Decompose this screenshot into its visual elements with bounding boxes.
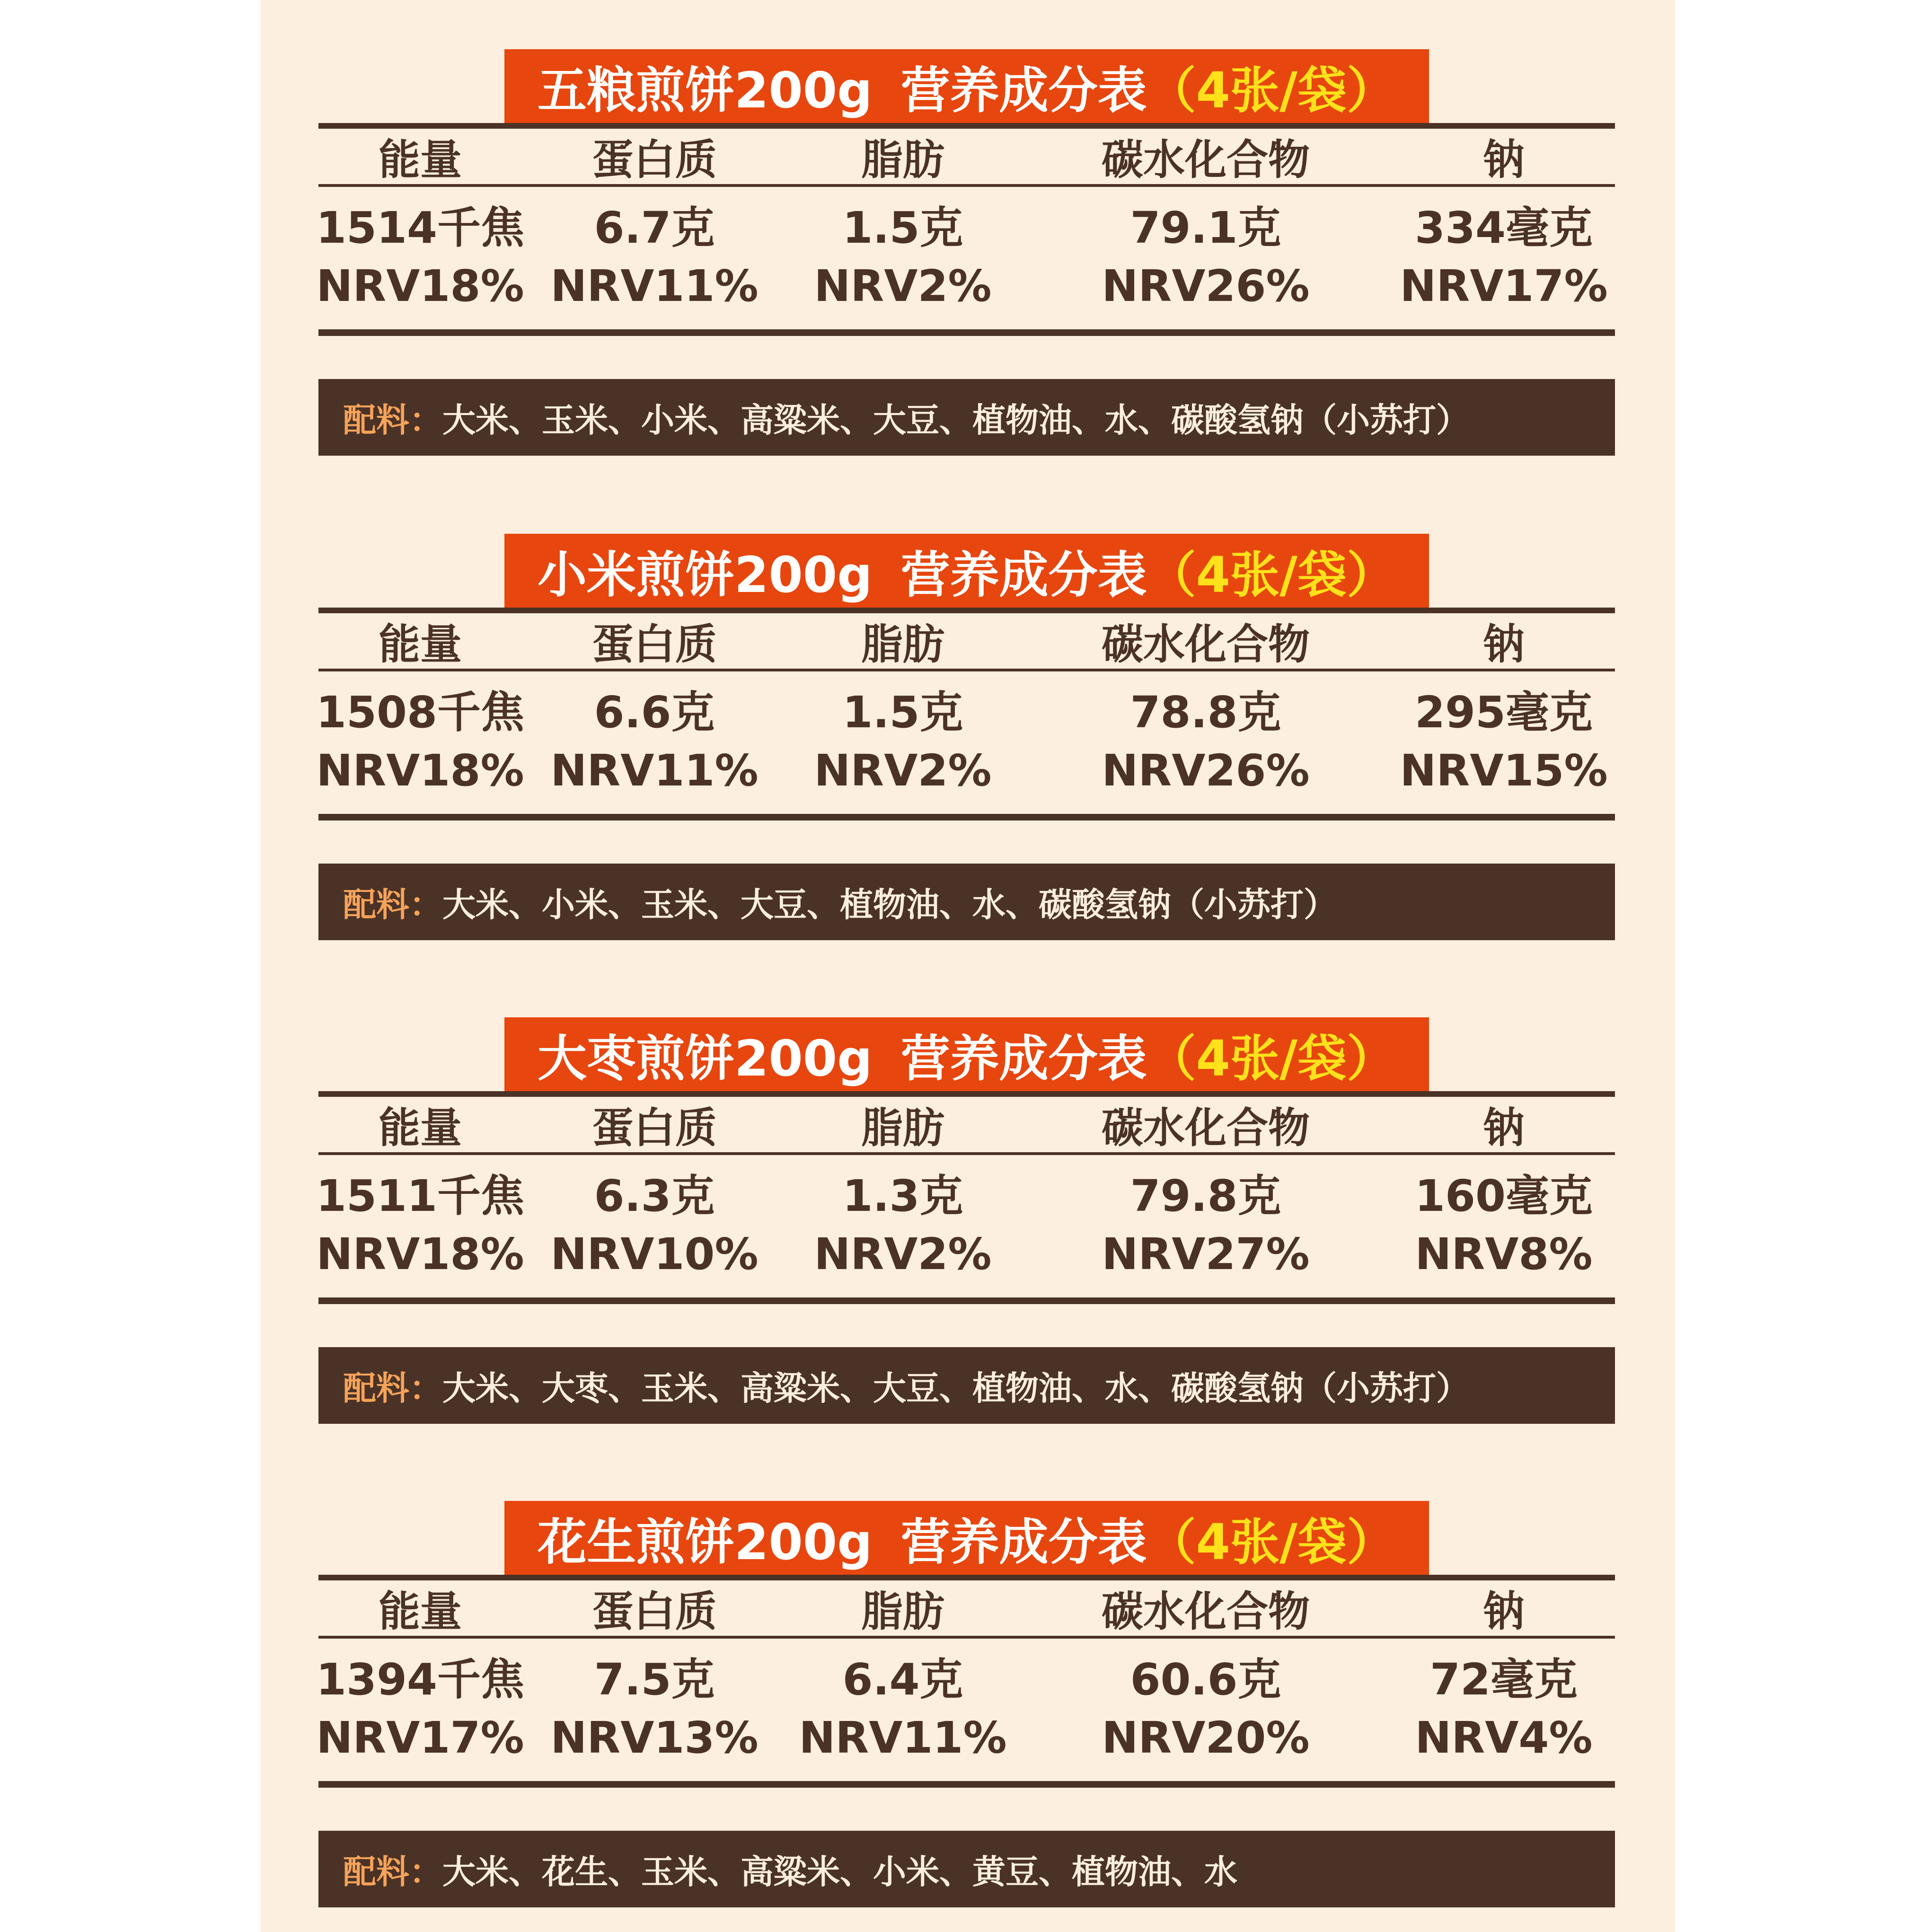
value-energy: 1511千焦 (316, 1171, 525, 1221)
header-carbohydrate: 碳水化合物 (1101, 1103, 1310, 1152)
value-carbohydrate: 79.8克 (1130, 1171, 1281, 1221)
header-protein: 蛋白质 (591, 1103, 717, 1152)
header-energy: 能量 (378, 619, 462, 669)
divider-mid (318, 669, 1615, 671)
value-carbohydrate: 79.1克 (1130, 203, 1281, 253)
table-subtitle: 营养成分表 (900, 62, 1147, 119)
product-title: 小米煎饼200g (538, 546, 873, 604)
value-protein: 6.6克 (594, 687, 715, 738)
value-row (318, 1645, 1615, 1707)
value-sodium: 295毫克 (1414, 687, 1593, 738)
nrv-energy: NRV18% (316, 1228, 524, 1279)
value-protein: 6.7克 (594, 203, 715, 253)
divider-top (318, 123, 1615, 129)
nutrition-section-xiaomi (318, 534, 1615, 936)
header-protein: 蛋白质 (591, 135, 717, 184)
header-energy: 能量 (378, 1587, 462, 1636)
header-fat: 脂肪 (861, 1587, 944, 1636)
nrv-energy: NRV17% (316, 1712, 524, 1763)
nrv-sodium: NRV17% (1400, 260, 1608, 311)
ingredients-text: 大米、花生、玉米、高粱米、小米、黄豆、植物油、水 (442, 1852, 1237, 1891)
section-title-bar (504, 49, 1429, 123)
header-protein: 蛋白质 (591, 619, 717, 669)
nrv-energy: NRV18% (316, 260, 524, 311)
header-energy: 能量 (378, 135, 462, 184)
header-energy: 能量 (378, 1103, 462, 1152)
divider-mid (318, 1636, 1615, 1639)
nrv-sodium: NRV4% (1415, 1712, 1593, 1763)
ingredients-text: 大米、玉米、小米、高粱米、大豆、植物油、水、碳酸氢钠（小苏打） (442, 400, 1469, 440)
divider-top (318, 1091, 1615, 1097)
pack-info: （4张/袋） (1147, 62, 1396, 119)
header-sodium: 钠 (1482, 619, 1525, 669)
section-title-bar (504, 1017, 1429, 1091)
nrv-carbohydrate: NRV26% (1102, 745, 1310, 796)
nrv-protein: NRV13% (550, 1712, 759, 1763)
value-sodium: 72毫克 (1429, 1654, 1578, 1705)
nrv-row (318, 740, 1615, 801)
section-title-bar (504, 534, 1429, 608)
divider-top (318, 1575, 1615, 1580)
value-sodium: 160毫克 (1414, 1171, 1593, 1221)
table-subtitle: 营养成分表 (900, 1030, 1147, 1087)
value-row (318, 194, 1615, 255)
value-fat: 1.5克 (842, 687, 963, 738)
pack-info: （4张/袋） (1147, 546, 1396, 604)
value-protein: 7.5克 (594, 1654, 715, 1705)
value-energy: 1514千焦 (316, 203, 525, 253)
nrv-row (318, 1707, 1615, 1768)
value-fat: 6.4克 (842, 1654, 963, 1705)
header-row (318, 1580, 1615, 1636)
value-energy: 1508千焦 (316, 687, 525, 738)
ingredients-text: 大米、大枣、玉米、高粱米、大豆、植物油、水、碳酸氢钠（小苏打） (442, 1368, 1469, 1408)
value-fat: 1.3克 (842, 1171, 963, 1221)
divider-mid (318, 184, 1615, 187)
nrv-protein: NRV11% (550, 260, 759, 311)
product-title: 五粮煎饼200g (538, 62, 873, 119)
header-sodium: 钠 (1482, 1103, 1525, 1152)
nutrition-section-huasheng (318, 1501, 1615, 1903)
product-title: 花生煎饼200g (538, 1513, 873, 1571)
value-fat: 1.5克 (842, 203, 963, 253)
divider-top (318, 608, 1615, 613)
section-title-bar (504, 1501, 1429, 1575)
ingredients-bar (318, 864, 1615, 940)
divider-bottom (318, 1781, 1615, 1788)
nutrition-section-dazao (318, 1017, 1615, 1420)
header-carbohydrate: 碳水化合物 (1101, 1587, 1310, 1636)
divider-bottom (318, 329, 1615, 336)
value-energy: 1394千焦 (316, 1654, 525, 1705)
ingredients-text: 大米、小米、玉米、大豆、植物油、水、碳酸氢钠（小苏打） (442, 885, 1337, 924)
nrv-fat: NRV2% (814, 745, 992, 796)
value-protein: 6.3克 (594, 1171, 715, 1221)
header-row (318, 1097, 1615, 1152)
header-carbohydrate: 碳水化合物 (1101, 619, 1310, 669)
nrv-protein: NRV11% (550, 745, 759, 796)
header-sodium: 钠 (1482, 1587, 1525, 1636)
ingredients-label: 配料： (343, 885, 442, 924)
product-title: 大枣煎饼200g (538, 1030, 873, 1087)
header-row (318, 129, 1615, 184)
header-carbohydrate: 碳水化合物 (1101, 135, 1310, 184)
nrv-carbohydrate: NRV27% (1102, 1228, 1310, 1279)
header-fat: 脂肪 (861, 619, 944, 669)
nrv-fat: NRV2% (814, 260, 992, 311)
nrv-row (318, 255, 1615, 317)
ingredients-bar (318, 1831, 1615, 1907)
nrv-carbohydrate: NRV26% (1102, 260, 1310, 311)
nutrition-section-wuliang (318, 49, 1615, 451)
divider-bottom (318, 1297, 1615, 1304)
value-carbohydrate: 60.6克 (1130, 1654, 1281, 1705)
nrv-energy: NRV18% (316, 745, 524, 796)
divider-mid (318, 1152, 1615, 1155)
pack-info: （4张/袋） (1147, 1030, 1396, 1087)
value-carbohydrate: 78.8克 (1130, 687, 1281, 738)
header-fat: 脂肪 (861, 1103, 944, 1152)
ingredients-label: 配料： (343, 1368, 442, 1408)
nrv-protein: NRV10% (550, 1228, 759, 1279)
value-row (318, 678, 1615, 740)
header-row (318, 613, 1615, 669)
nrv-sodium: NRV8% (1415, 1228, 1593, 1279)
ingredients-bar (318, 379, 1615, 456)
value-row (318, 1162, 1615, 1223)
header-fat: 脂肪 (861, 135, 944, 184)
header-protein: 蛋白质 (591, 1587, 717, 1636)
pack-info: （4张/袋） (1147, 1513, 1396, 1571)
table-subtitle: 营养成分表 (900, 546, 1147, 604)
ingredients-bar (318, 1347, 1615, 1424)
header-sodium: 钠 (1482, 135, 1525, 184)
ingredients-label: 配料： (343, 1852, 442, 1891)
nrv-fat: NRV11% (799, 1712, 1007, 1763)
ingredients-label: 配料： (343, 400, 442, 440)
nrv-row (318, 1223, 1615, 1285)
nrv-carbohydrate: NRV20% (1102, 1712, 1310, 1763)
nrv-sodium: NRV15% (1400, 745, 1608, 796)
nrv-fat: NRV2% (814, 1228, 992, 1279)
divider-bottom (318, 814, 1615, 820)
table-subtitle: 营养成分表 (900, 1513, 1147, 1571)
value-sodium: 334毫克 (1414, 203, 1593, 253)
